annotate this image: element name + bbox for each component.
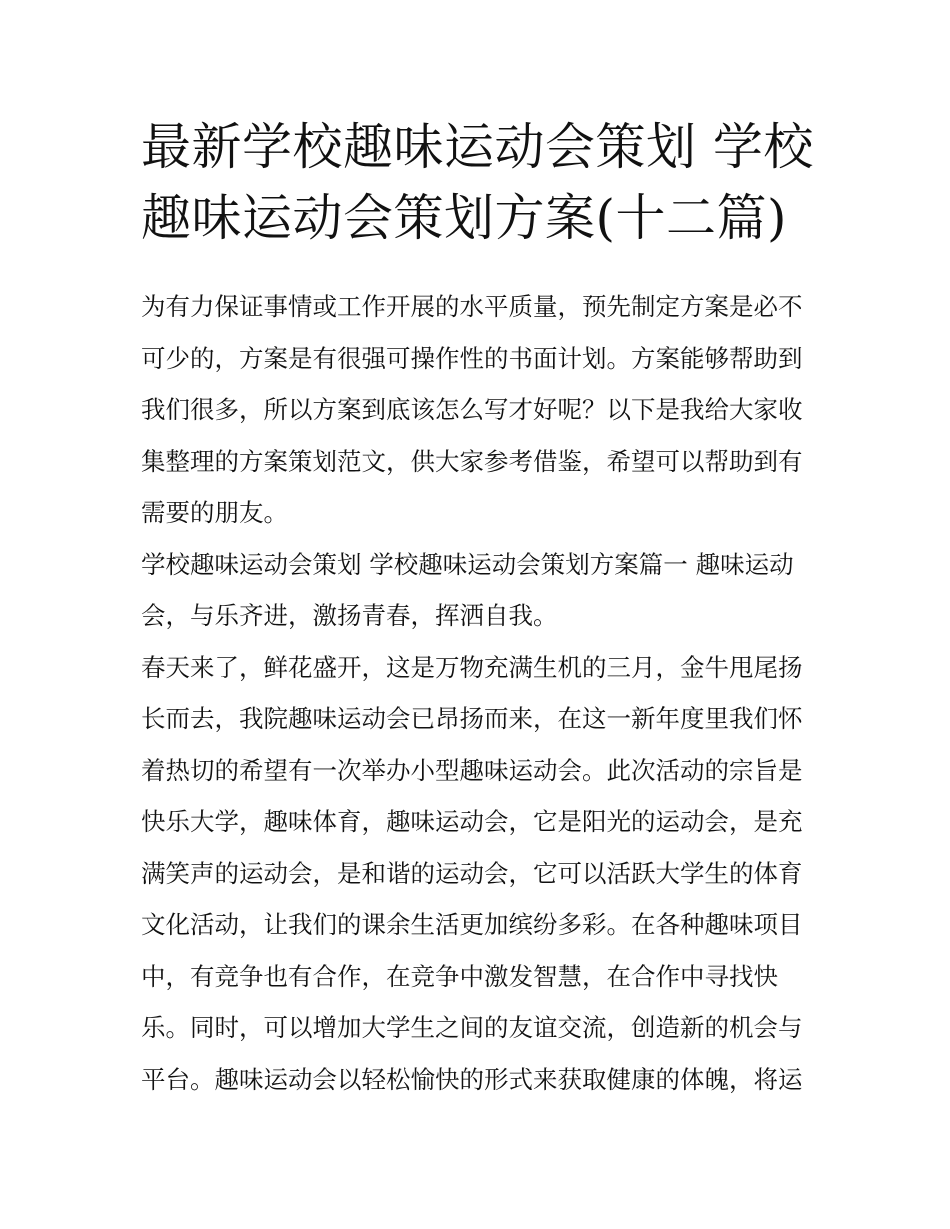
- body-line: 中，有竞争也有合作，在竞争中激发智慧，在合作中寻找快: [141, 961, 778, 991]
- body-line: 着热切的希望有一次举办小型趣味运动会。此次活动的宗旨是: [141, 755, 803, 785]
- title-line: 最新学校趣味运动会策划 学校: [141, 118, 814, 176]
- document-title: [141, 112, 821, 254]
- body-line: 满笑声的运动会，是和谐的运动会，它可以活跃大学生的体育: [141, 858, 803, 888]
- body-line: 长而去，我院趣味运动会已昂扬而来，在这一新年度里我们怀: [141, 704, 803, 733]
- body-line: 文化活动，让我们的课余生活更加缤纷多彩。在各种趣味项目: [141, 910, 803, 939]
- body-line: 可少的，方案是有很强可操作性的书面计划。方案能够帮助到: [141, 343, 803, 373]
- body-line: 乐。同时，可以增加大学生之间的友谊交流，创造新的机会与: [141, 1013, 803, 1042]
- body-line: 集整理的方案策划范文，供大家参考借鉴，希望可以帮助到有: [141, 446, 803, 476]
- body-line: 需要的朋友。: [141, 498, 288, 527]
- body-line: 为有力保证事情或工作开展的水平质量，预先制定方案是必不: [141, 292, 803, 321]
- body-line: 平台。趣味运动会以轻松愉快的形式来获取健康的体魄，将运: [141, 1064, 803, 1094]
- document-body: [141, 281, 821, 1105]
- title-line: 趣味运动会策划方案(十二篇): [141, 189, 788, 247]
- body-line: 春天来了，鲜花盛开，这是万物充满生机的三月，金牛甩尾扬: [141, 652, 803, 682]
- body-line: 快乐大学，趣味体育，趣味运动会，它是阳光的运动会，是充: [141, 807, 803, 836]
- body-line: 学校趣味运动会策划 学校趣味运动会策划方案篇一 趣味运动: [141, 549, 794, 579]
- body-line: 我们很多，所以方案到底该怎么写才好呢？以下是我给大家收: [141, 395, 803, 424]
- body-line: 会，与乐齐进，激扬青春，挥洒自我。: [141, 601, 558, 630]
